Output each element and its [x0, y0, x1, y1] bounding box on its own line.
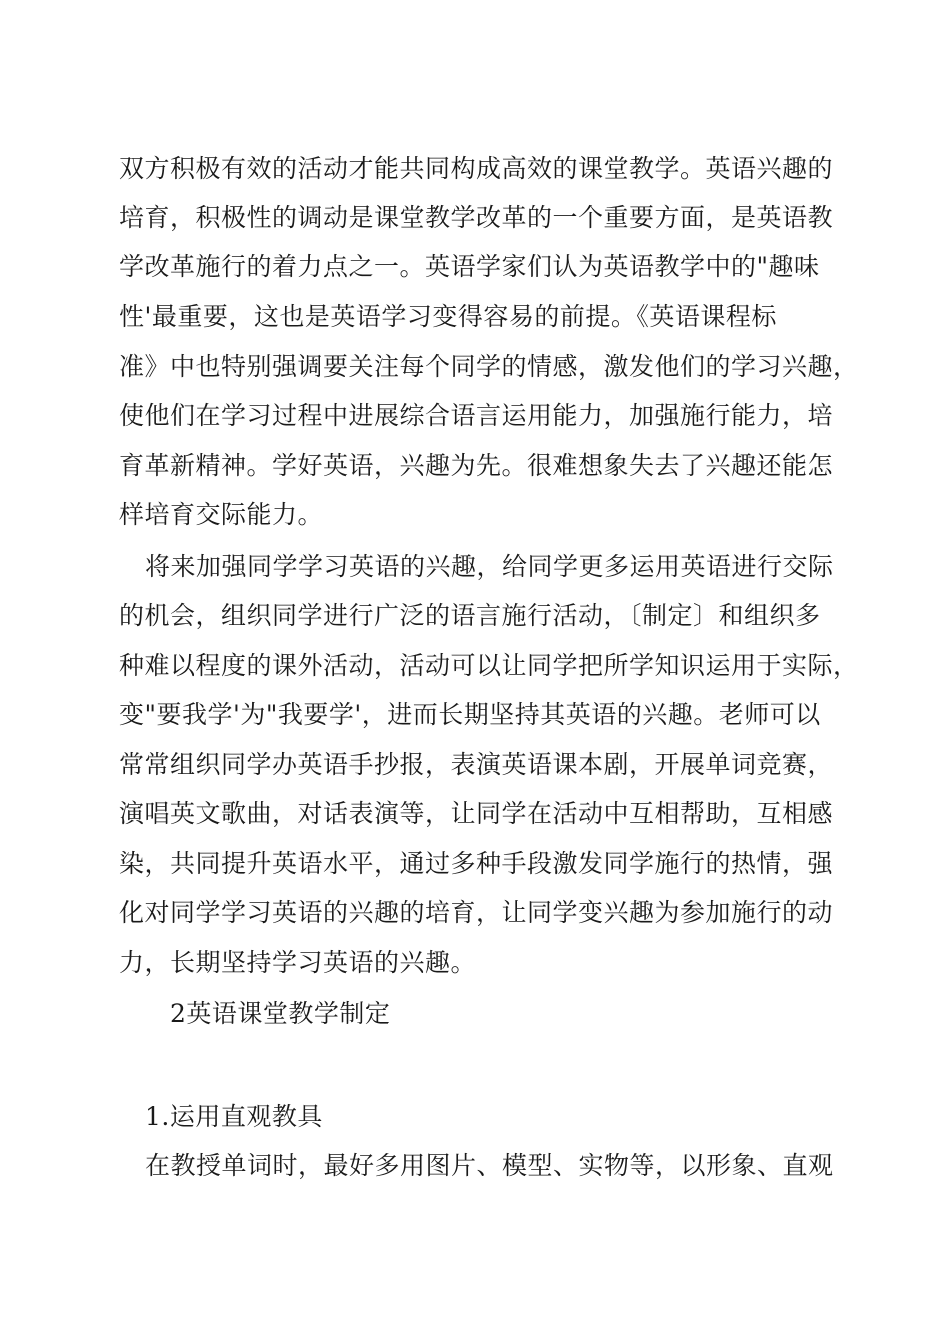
paragraph-line-8: 样培育交际能力。 — [119, 500, 324, 529]
paragraph-line-1: 双方积极有效的活动才能共同构成高效的课堂教学。英语兴趣的 — [119, 154, 834, 183]
paragraph-line-4: 性'最重要，这也是英语学习变得容易的前提。《英语课程标 — [119, 302, 777, 331]
paragraph-line-16: 化对同学学习英语的兴趣的培育，让同学变兴趣为参加施行的动 — [119, 898, 834, 927]
section-heading: 2英语课堂教学制定 — [170, 999, 391, 1028]
paragraph-line-18: 在教授单词时，最好多用图片、模型、实物等，以形象、直观 — [145, 1151, 834, 1180]
paragraph-line-14: 演唱英文歌曲，对话表演等，让同学在活动中互相帮助，互相感 — [119, 799, 834, 828]
paragraph-line-3: 学改革施行的着力点之一。英语学家们认为英语教学中的"趣味 — [119, 252, 820, 281]
paragraph-line-15: 染，共同提升英语水平，通过多种手段激发同学施行的热情，强 — [119, 849, 834, 878]
paragraph-line-17: 力，长期坚持学习英语的兴趣。 — [119, 948, 477, 977]
paragraph-line-10: 的机会，组织同学进行广泛的语言施行活动，〔制定〕和组织多 — [119, 601, 821, 630]
paragraph-line-13: 常常组织同学办英语手抄报，表演英语课本剧，开展单词竞赛， — [119, 750, 834, 779]
paragraph-line-7: 育革新精神。学好英语，兴趣为先。很难想象失去了兴趣还能怎 — [119, 451, 834, 480]
subsection-heading: 1.运用直观教具 — [145, 1102, 323, 1131]
paragraph-line-12: 变"要我学'为"我要学'，进而长期坚持其英语的兴趣。老师可以 — [119, 700, 821, 729]
paragraph-line-11: 种难以程度的课外活动，活动可以让同学把所学知识运用于实际， — [119, 651, 859, 680]
paragraph-line-2: 培育，积极性的调动是课堂教学改革的一个重要方面，是英语教 — [119, 203, 834, 232]
paragraph-line-5: 准》中也特别强调要关注每个同学的情感，激发他们的学习兴趣， — [119, 352, 859, 381]
paragraph-line-6: 使他们在学习过程中进展综合语言运用能力，加强施行能力，培 — [119, 401, 834, 430]
paragraph-line-9: 将来加强同学学习英语的兴趣，给同学更多运用英语进行交际 — [145, 552, 834, 581]
